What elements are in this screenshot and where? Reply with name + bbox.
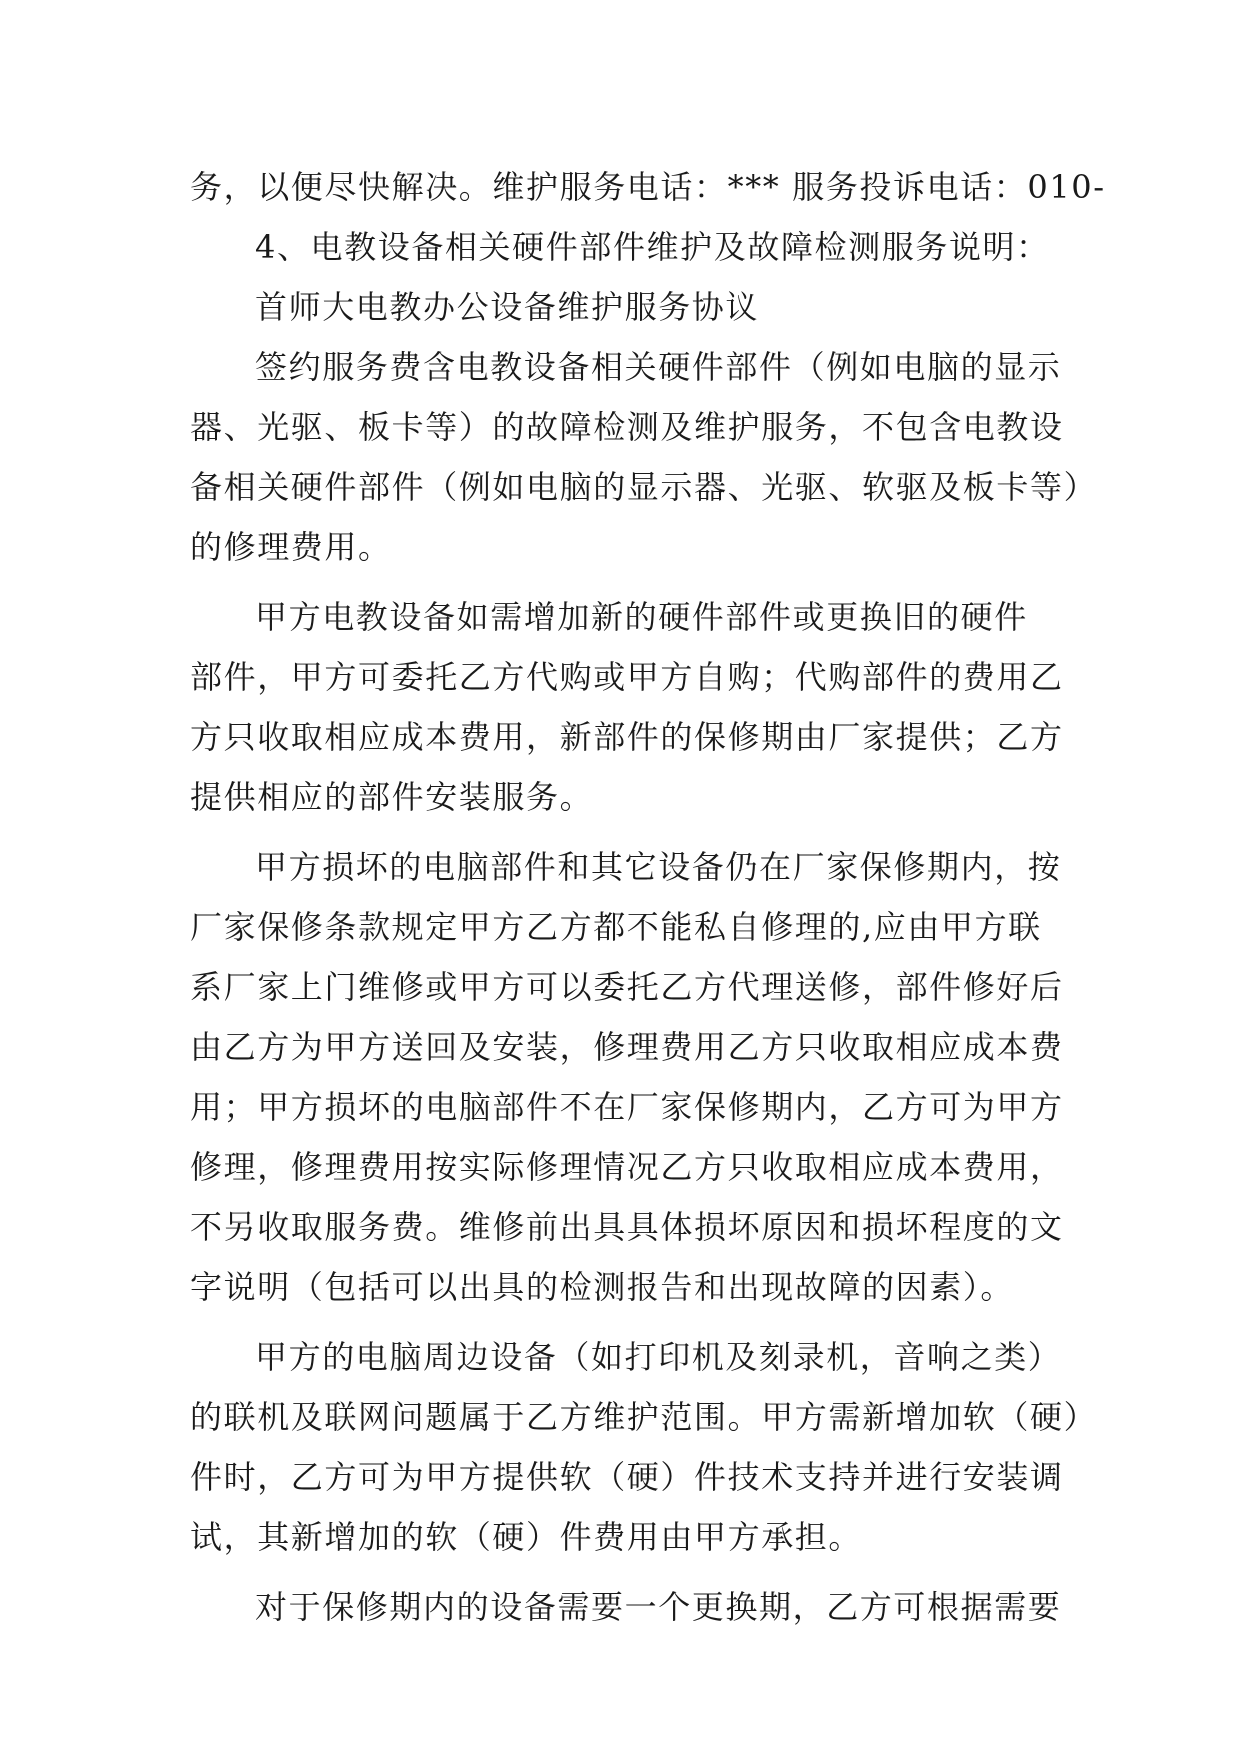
text-line-content: 厂家保修条款规定甲方乙方都不能私自修理的,应由甲方联 [190, 908, 1042, 946]
text-line-content: 字说明（包括可以出具的检测报告和出现故障的因素）。 [190, 1268, 1015, 1306]
paragraph-line [0, 517, 1241, 577]
paragraph-line [0, 897, 1241, 957]
document-subtitle [0, 277, 1241, 337]
text-line-content: 部件，甲方可委托乙方代购或甲方自购；代购部件的费用乙 [190, 658, 1064, 696]
text-line-content: 签约服务费含电教设备相关硬件部件（例如电脑的显示 [255, 348, 1062, 386]
paragraph-line [0, 1137, 1241, 1197]
paragraph-line [0, 1447, 1241, 1507]
text-line-content: 首师大电教办公设备维护服务协议 [255, 288, 760, 326]
paragraph-line [0, 1017, 1241, 1077]
text-line-content: 对于保修期内的设备需要一个更换期，乙方可根据需要 [255, 1588, 1062, 1626]
paragraph-line [0, 1577, 1241, 1637]
paragraph-line [0, 457, 1241, 517]
text-line-content: 用；甲方损坏的电脑部件不在厂家保修期内，乙方可为甲方 [190, 1088, 1064, 1126]
paragraph-line [0, 1327, 1241, 1387]
paragraph-line [0, 837, 1241, 897]
text-line-content: 件时，乙方可为甲方提供软（硬）件技术支持并进行安装调 [190, 1458, 1064, 1496]
paragraph-line [0, 707, 1241, 767]
text-line-content: 4、电教设备相关硬件部件维护及故障检测服务说明： [255, 228, 1050, 266]
paragraph-line [0, 767, 1241, 827]
paragraph-line [0, 1077, 1241, 1137]
paragraph-line [0, 647, 1241, 707]
text-line-content: 的联机及联网问题属于乙方维护范围。甲方需新增加软（硬） [190, 1398, 1098, 1436]
paragraph-line [0, 337, 1241, 397]
text-line-content: 系厂家上门维修或甲方可以委托乙方代理送修，部件修好后 [190, 968, 1064, 1006]
text-line-content: 器、光驱、板卡等）的故障检测及维护服务，不包含电教设 [190, 408, 1064, 446]
text-line-content: 的修理费用。 [190, 528, 392, 566]
text-line [0, 157, 1241, 217]
text-line-content: 不另收取服务费。维修前出具具体损坏原因和损坏程度的文 [190, 1208, 1064, 1246]
paragraph-line [0, 1387, 1241, 1447]
paragraph-line [0, 1257, 1241, 1317]
text-line-content: 备相关硬件部件（例如电脑的显示器、光驱、软驱及板卡等） [190, 468, 1098, 506]
text-line-content: 务，以便尽快解决。维护服务电话：*** 服务投诉电话：010- [190, 168, 1106, 206]
text-line-content: 甲方的电脑周边设备（如打印机及刻录机，音响之类） [255, 1338, 1062, 1376]
text-line-content: 提供相应的部件安装服务。 [190, 778, 594, 816]
text-line-content: 修理，修理费用按实际修理情况乙方只收取相应成本费用， [190, 1148, 1064, 1186]
text-line-content: 试，其新增加的软（硬）件费用由甲方承担。 [190, 1518, 863, 1556]
text-line-content: 甲方电教设备如需增加新的硬件部件或更换旧的硬件 [255, 598, 1028, 636]
text-line-content: 方只收取相应成本费用，新部件的保修期由厂家提供；乙方 [190, 718, 1064, 756]
paragraph-line [0, 397, 1241, 457]
paragraph-line [0, 1507, 1241, 1567]
paragraph-line [0, 587, 1241, 647]
paragraph-line [0, 1197, 1241, 1257]
paragraph-line [0, 957, 1241, 1017]
text-line-content: 甲方损坏的电脑部件和其它设备仍在厂家保修期内，按 [255, 848, 1062, 886]
section-heading [0, 217, 1241, 277]
text-line-content: 由乙方为甲方送回及安装，修理费用乙方只收取相应成本费 [190, 1028, 1064, 1066]
